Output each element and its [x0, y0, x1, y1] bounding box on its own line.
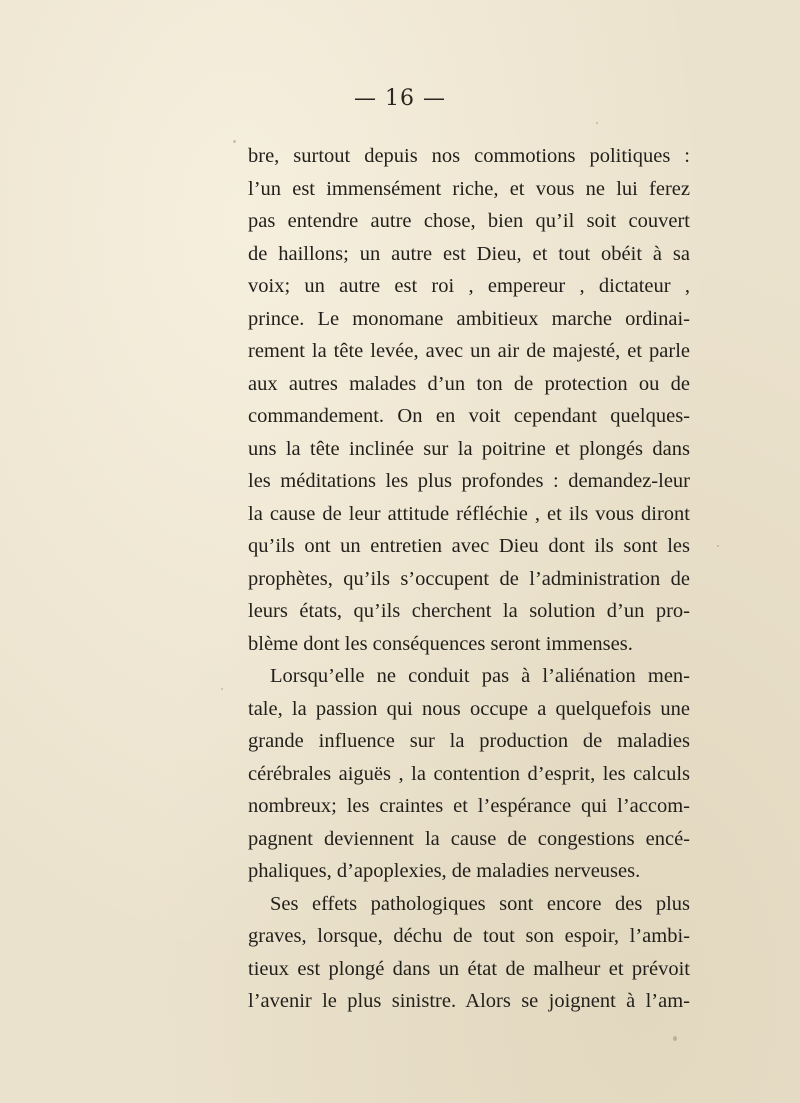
text-line: leurs états, qu’ils cherchent la solution d’un pro-	[248, 600, 690, 622]
text-line: tieux est plongé dans un état de malheur et prévoit	[248, 957, 690, 980]
page-number-header: — 16 —	[354, 86, 446, 111]
text-line: rement la tête levée, avec un air de majesté, et parle	[248, 340, 690, 362]
body-text	[248, 140, 690, 1018]
text-line: de haillons; un autre est Dieu, et tout obéit à sa	[248, 242, 690, 265]
text-line: aux autres malades d’un ton de protection ou de	[248, 372, 690, 395]
paper-speck	[233, 140, 236, 143]
paper-speck	[221, 688, 223, 690]
text-line: blème dont les conséquences seront immenses.	[248, 632, 633, 655]
text-line: prophètes, qu’ils s’occupent de l’administration de	[248, 567, 690, 590]
text-line: grande influence sur la production de maladies	[248, 730, 690, 752]
paper-speck	[673, 1036, 677, 1041]
text-line: tale, la passion qui nous occupe a quelquefois une	[248, 697, 690, 720]
text-line: prince. Le monomane ambitieux marche ordinai-	[248, 307, 690, 330]
text-line: la cause de leur attitude réfléchie , et ils vous diront	[248, 502, 690, 525]
text-line: Lorsqu’elle ne conduit pas à l’aliénation men-	[270, 665, 690, 687]
text-line: nombreux; les craintes et l’espérance qui l’accom-	[248, 795, 690, 817]
text-line: commandement. On en voit cependant quelques-	[248, 405, 690, 427]
text-line: pagnent deviennent la cause de congestions encé-	[248, 827, 690, 850]
text-line: uns la tête inclinée sur la poitrine et plongés dans	[248, 437, 690, 460]
text-line: bre, surtout depuis nos commotions politiques :	[248, 145, 690, 167]
text-line: graves, lorsque, déchu de tout son espoir, l’ambi-	[248, 925, 690, 947]
text-line: l’un est immensément riche, et vous ne lui ferez	[248, 177, 690, 200]
text-line: phaliques, d’apoplexies, de maladies nerveuses.	[248, 860, 641, 882]
text-line: qu’ils ont un entretien avec Dieu dont ils sont les	[248, 535, 690, 557]
text-line: l’avenir le plus sinistre. Alors se joignent à l’am-	[248, 990, 690, 1012]
text-line: les méditations les plus profondes : demandez-leur	[248, 470, 690, 492]
text-line: cérébrales aiguës , la contention d’esprit, les calculs	[248, 762, 690, 785]
text-line: pas entendre autre chose, bien qu’il soit couvert	[248, 210, 690, 232]
paper-speck	[596, 122, 598, 124]
text-line: voix; un autre est roi , empereur , dictateur ,	[248, 275, 690, 297]
text-line: Ses effets pathologiques sont encore des plus	[270, 892, 690, 915]
paper-speck	[717, 545, 719, 547]
